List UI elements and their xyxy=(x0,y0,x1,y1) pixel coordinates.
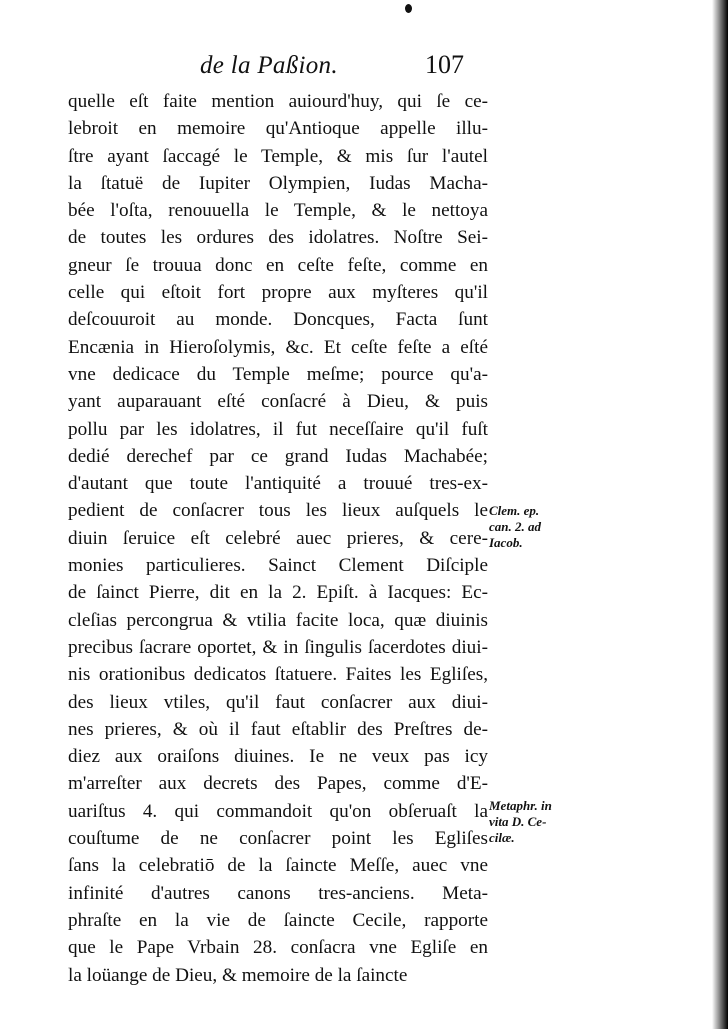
text-line: uariſtus 4. qui commandoit qu'on obſeruaſt la xyxy=(68,800,488,822)
text-line: phraſte en la vie de ſaincte Cecile, rapporte xyxy=(68,909,488,931)
text-line: pedient de conſacrer tous les lieux auſquels le xyxy=(68,500,488,522)
margin-note-line: can. 2. ad xyxy=(489,519,541,534)
text-line: des lieux vtiles, qu'il faut conſacrer aux diui- xyxy=(68,691,488,713)
text-line: Encænia in Hieroſolymis, &c. Et ceſte feſte a eſté xyxy=(68,336,488,358)
text-line: couſtume de ne conſacrer point les Egliſes xyxy=(68,828,488,850)
text-line: ſans la celebratiō de la ſaincte Meſſe, auec vne xyxy=(68,855,488,877)
page-edge-shadow xyxy=(712,0,728,1029)
text-line: bée l'oſta, renouuella le Temple, & le nettoya xyxy=(68,200,488,222)
text-line: de ſainct Pierre, dit en la 2. Epiſt. à Iacques: Ec- xyxy=(68,582,488,604)
text-line: dedié derechef par ce grand Iudas Machabée; xyxy=(68,445,488,467)
text-line: d'autant que toute l'antiquité a trouué tres-ex- xyxy=(68,473,488,495)
text-line: vne dedicace du Temple meſme; pource qu'a- xyxy=(68,363,488,385)
page-number: 107 xyxy=(425,50,464,79)
margin-note-line: Clem. ep. xyxy=(489,503,540,518)
text-line: nes prieres, & où il faut eſtablir des Preſtres de- xyxy=(68,718,488,740)
text-line: de toutes les ordures des idolatres. Noſtre Sei- xyxy=(68,227,488,249)
text-line: yant auparauant eſté conſacré à Dieu, & puis xyxy=(68,391,488,413)
text-line: que le Pape Vrbain 28. conſacra vne Egliſe en xyxy=(68,937,488,959)
text-line: infinité d'autres canons tres-anciens. Meta- xyxy=(68,882,488,904)
text-line: precibus ſacrare oportet, & in ſingulis ſacerdotes diui- xyxy=(68,636,488,658)
ink-blot xyxy=(405,4,412,13)
margin-note-clement xyxy=(489,503,541,551)
running-title: de la Paßion. xyxy=(200,52,338,79)
margin-note-line: vita D. Ce- xyxy=(489,814,547,829)
body-text xyxy=(68,88,488,989)
margin-note-line: cilæ. xyxy=(489,830,515,845)
text-line: monies particulieres. Sainct Clement Diſciple xyxy=(68,555,488,577)
text-line: cleſias percongrua & vtilia facite loca, quæ diuinis xyxy=(68,609,488,631)
text-line: la ſtatuë de Iupiter Olympien, Iudas Macha- xyxy=(68,172,488,194)
text-line: lebroit en memoire qu'Antioque appelle illu- xyxy=(68,118,488,140)
text-line: quelle eſt faite mention auiourd'huy, qui ſe ce- xyxy=(68,91,488,112)
margin-note-line: Metaphr. in xyxy=(489,798,552,813)
margin-note-line: Iacob. xyxy=(489,535,523,550)
text-line: gneur ſe trouua donc en ceſte feſte, comme en xyxy=(68,254,488,276)
text-line: deſcouuroit au monde. Doncques, Facta ſunt xyxy=(68,309,488,331)
margin-note-metaphrastes xyxy=(489,798,552,846)
text-line: diez aux oraiſons diuines. Ie ne veux pas icy xyxy=(68,746,488,768)
text-line: celle qui eſtoit fort propre aux myſteres qu'il xyxy=(68,282,488,304)
text-line: pollu par les idolatres, il fut neceſſaire qu'il fuſt xyxy=(68,418,488,440)
text-line: ſtre ayant ſaccagé le Temple, & mis ſur l'autel xyxy=(68,145,488,167)
text-line: nis orationibus dedicatos ſtatuere. Faites les Egliſes, xyxy=(68,664,488,686)
text-line: m'arreſter aux decrets des Papes, comme d'E- xyxy=(68,773,488,795)
text-line: diuin ſeruice eſt celebré auec prieres, & cere- xyxy=(68,527,488,549)
text-line: la loüange de Dieu, & memoire de la ſaincte xyxy=(68,964,408,986)
